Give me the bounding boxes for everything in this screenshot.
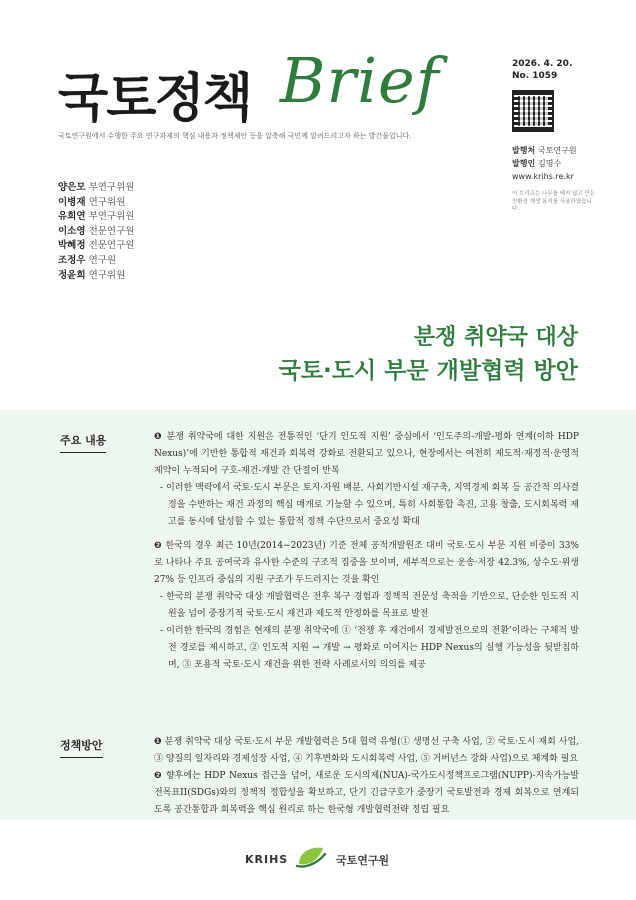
- author-rank: 부연구위원: [88, 211, 135, 223]
- footer-krihs: KRIHS: [245, 853, 289, 866]
- paper-note: 이 브리프는 나무를 베지 않고 만든 친환경 재생 용지를 사용하였습니다.: [512, 191, 596, 212]
- item-text: 한국의 경우 최근 10년(2014~2023년) 기준 전체 공적개발원조 대비 국토·도시 부문 지원 비중이 33%로 나타나 주요 공여국과 유사한 수준의 구조적 집중을 보이며, 세부적으로는 운송·저장 42.3%, 상수도·위생 27% 등 인프라 중심의 지원 구조가 두드러지는 것을 확인: [154, 541, 579, 585]
- author-item: [58, 254, 134, 269]
- author-name: 조정우: [58, 254, 86, 266]
- author-rank: 전문연구원: [88, 240, 135, 252]
- item-number: ❶: [154, 432, 163, 442]
- issue-number: No. 1059: [512, 71, 558, 81]
- author-rank: 연구원: [88, 254, 117, 266]
- sub-item: - 이러한 맥락에서 국토·도시 부문은 토지·자원 배분, 사회기반시설 재구축, 지역경제 회복 등 공간적 의사결정을 수반하는 재건 과정의 핵심 매개로 기능할 수 있으며, 특히 사회통합 촉진, 고용 창출, 도시회복력 제고를 동시에 달성할 수 있는 통합적 정책 수단으로서 중요성 확대: [160, 483, 579, 527]
- headline-line-2: 국토·도시 부문 개발협력 방안: [278, 358, 578, 384]
- author-name: 정윤희: [58, 269, 86, 281]
- author-item: [58, 269, 134, 284]
- footer-org-name: 국토연구원: [336, 854, 390, 867]
- masthead-title-ko: 국토정책: [58, 69, 251, 129]
- masthead: [58, 40, 478, 130]
- author-item: [58, 210, 134, 225]
- item-text: 분쟁 취약국에 대한 지원은 전통적인 ‘단기 인도적 지원’ 중심에서 ‘인도주의-개발-평화 연계(이하 HDP Nexus)’에 기반한 통합적 재건과 회복력 강화로 전환되고 있으나, 현장에서는 여전히 제도적·재정적·운영적 제약이 누적되어 구호-재건-개발 간 단절이 반복: [154, 432, 579, 476]
- masthead-description: 국토연구원에서 수행한 주요 연구과제의 핵심 내용과 정책제안 등을 압축해 국민께 알려드리고자 하는 발간물입니다.: [58, 132, 412, 140]
- item-text: 분쟁 취약국 대상 국토·도시 부문 개발협력은 5대 협력 유형(① 생명선 구축 사업, ② 국토·도시 재회 사업, ③ 양질의 일자리와 경제성장 사업, ④ 기후변화와 도시회복력 사업, ⑤ 거버넌스 강화 사업)으로 체계화 필요: [154, 737, 579, 764]
- author-name: 유희연: [58, 211, 86, 223]
- main-item: [154, 538, 579, 589]
- krihs-leaf-logo-icon: [295, 844, 327, 870]
- policy-item: [154, 768, 579, 819]
- section-label-policy: 정책방안: [60, 739, 103, 752]
- issue-info: [512, 58, 622, 214]
- sub-item: - 이러한 한국의 경험은 현재의 분쟁 취약국에 ① ‘전쟁 후 재건에서 경제발전으로의 전환’이라는 구체적 발전 경로를 제시하고, ② 인도적 지원 → 개발 → 평화로 이어지는 HDP Nexus의 실행 가능성을 뒷받침하며, ③ 포용적 국토·도시 재건을 위한 전략 사례로서의 의의를 제공: [160, 626, 579, 670]
- qr-code-icon[interactable]: [512, 90, 554, 132]
- issuer-line: [512, 157, 622, 170]
- headline-line-1: 분쟁 취약국 대상: [413, 325, 578, 350]
- report-headline: [279, 322, 578, 388]
- author-list: [58, 181, 134, 283]
- issue-date: 2026. 4. 20.: [512, 59, 573, 69]
- author-name: 이병재: [58, 196, 86, 208]
- author-item: [58, 239, 134, 254]
- masthead-title-en: Brief: [280, 44, 440, 117]
- publisher-value: 국토연구원: [537, 146, 577, 155]
- author-rank: 연구위원: [88, 269, 126, 281]
- policy-content: [154, 734, 579, 819]
- policy-item: [154, 734, 579, 768]
- publisher-label: 발행처: [512, 146, 536, 155]
- author-item: [58, 196, 134, 211]
- author-name: 이소영: [58, 225, 86, 237]
- item-number: ❷: [154, 541, 163, 551]
- author-item: [58, 225, 134, 240]
- summary-panel: [0, 410, 636, 820]
- author-name: 박혜정: [58, 240, 86, 252]
- main-content: [154, 429, 579, 674]
- section-label-main: 주요 내용: [60, 434, 107, 447]
- main-item: [154, 429, 579, 480]
- item-text: 향후에는 HDP Nexus 접근을 넘어, 새로운 도시의제(NUA)-국가도시정책프로그램(NUPP)-지속가능발전목표II(SDGs)와의 정책적 정합성을 확보하고, 단기 긴급구호가 중장기 국토발전과 경제 회복으로 연계되도록 공간통합과 회복력을 핵심 원리로 하는 한국형 개발협력전략 정립 필요: [154, 771, 579, 815]
- publisher-line: [512, 144, 622, 157]
- footer: [0, 836, 636, 876]
- issuer-value: 김명수: [537, 159, 562, 168]
- item-number: ❶: [154, 737, 162, 747]
- item-number: ❷: [154, 771, 163, 781]
- website-link[interactable]: www.krihs.re.kr: [512, 172, 574, 181]
- author-rank: 부연구위원: [88, 182, 135, 193]
- author-rank: 전문연구원: [88, 225, 135, 237]
- author-name: 양은모: [58, 182, 86, 193]
- author-rank: 연구위원: [88, 196, 126, 208]
- author-item: [58, 181, 134, 196]
- issuer-label: 발행인: [512, 159, 536, 168]
- sub-item: - 한국의 분쟁 취약국 대상 개발협력은 전후 복구 경험과 정책적 전문성 축적을 기반으로, 단순한 인도적 지원을 넘어 중장기적 국토·도시 재건과 제도적 안정화를 목표로 발전: [160, 592, 579, 619]
